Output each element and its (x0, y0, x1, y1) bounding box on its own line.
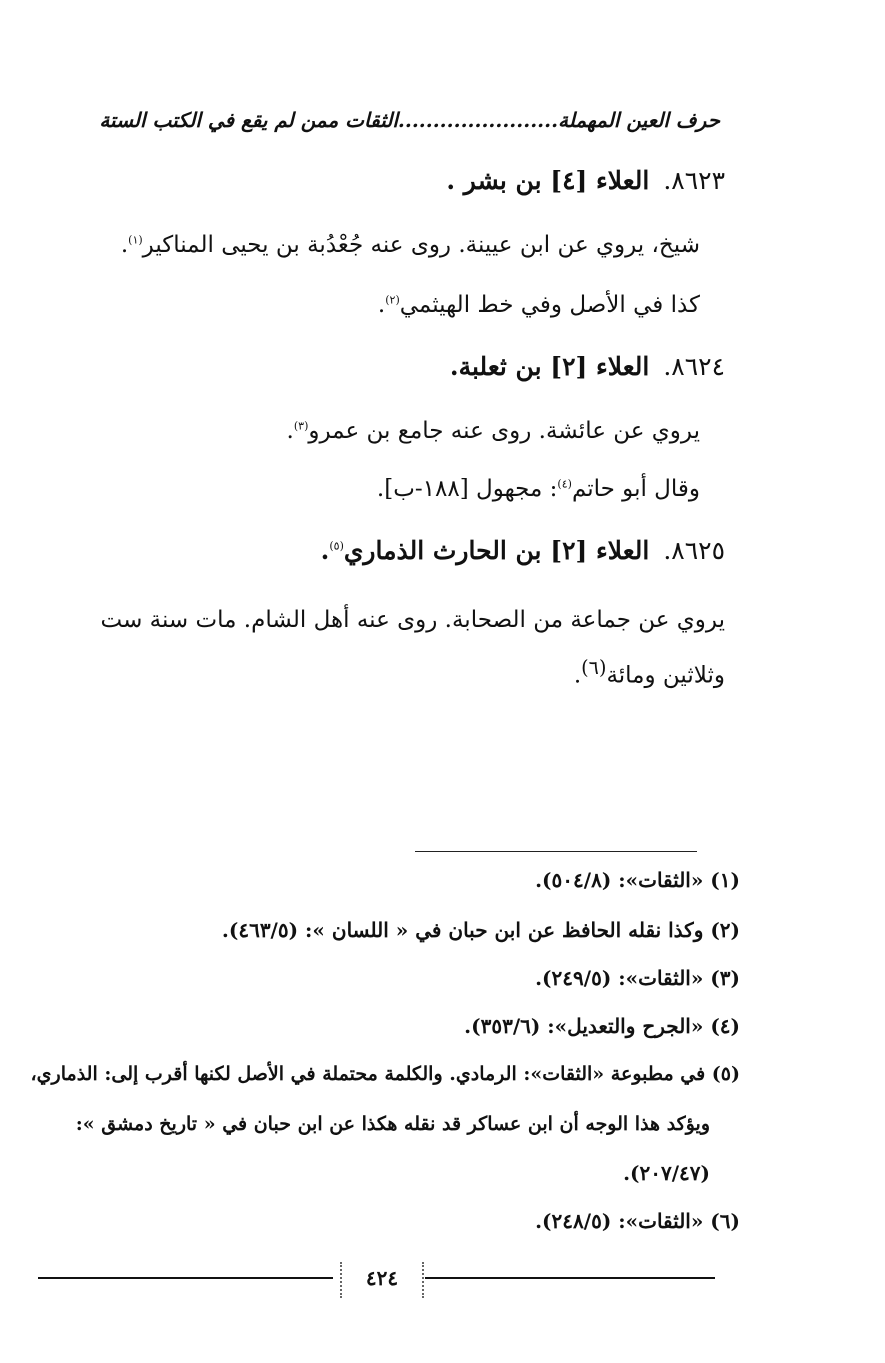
footnote-ref[interactable]: (١) (128, 233, 143, 247)
line-end: . (286, 418, 294, 444)
entry-heading-8623 (446, 166, 725, 195)
footnote-ref[interactable]: (٤) (557, 477, 572, 491)
entry-text-line (121, 232, 700, 258)
footnote-4: (٤) «الجرح والتعديل»: (٣٥٣/٦). (464, 1014, 740, 1038)
entry-text-line (378, 292, 700, 318)
line-text: شيخ، يروي عن ابن عيينة. روى عنه جُعْدُبة بن يحيى المناكير (142, 232, 700, 258)
title-end: . (320, 536, 330, 565)
running-head: حرف العين المهملة.......................الثقات ممن لم يقع في الكتب الستة (99, 108, 720, 132)
entry-number: ٨٦٢٤. (663, 352, 725, 381)
footnote-separator (415, 851, 697, 852)
footnote-ref[interactable]: (٦) (581, 656, 607, 679)
entry-text-line (377, 476, 700, 502)
entry-number: ٨٦٢٣. (663, 166, 725, 195)
footnote-1: (١) «الثقات»: (٥٠٤/٨). (535, 868, 740, 892)
line-end: . (377, 292, 386, 318)
entry-heading-8624 (450, 352, 725, 381)
footnote-5: (٥) في مطبوعة «الثقات»: الرمادي. والكلمة محتملة في الأصل لكنها أقرب إلى: الذماري، (30, 1063, 740, 1085)
entry-text-line (287, 418, 700, 444)
page-number: ٤٢٤ (340, 1262, 424, 1298)
footnote-ref[interactable]: (٣) (293, 419, 309, 433)
footnote-6: (٦) «الثقات»: (٢٤٨/٥). (535, 1209, 740, 1233)
entry-title: العلاء [٢] بن ثعلبة. (449, 352, 650, 381)
footnote-3: (٣) «الثقات»: (٢٤٩/٥). (535, 966, 740, 990)
paragraph-end: . (573, 662, 582, 689)
footer-rule (38, 1277, 333, 1279)
entry-heading-8625 (321, 536, 725, 565)
line-end: . (120, 232, 129, 258)
footer-rule (425, 1277, 715, 1279)
line-end: : مجهول [١٨٨-ب]. (376, 476, 558, 502)
footnote-5-continued: ويؤكد هذا الوجه أن ابن عساكر قد نقله هكذا عن ابن حبان في « تاريخ دمشق »: (75, 1113, 710, 1135)
footnote-ref[interactable]: (٥) (329, 539, 344, 553)
line-text: يروي عن عائشة. روى عنه جامع بن عمرو (308, 418, 700, 444)
line-text: وقال أبو حاتم (571, 476, 700, 502)
entry-paragraph (40, 596, 725, 700)
entry-title: العلاء [٤] بن بشر . (446, 166, 650, 195)
footnote-2: (٢) وكذا نقله الحافظ عن ابن حبان في « اللسان »: (٤٦٣/٥). (221, 918, 740, 942)
line-text: كذا في الأصل وفي خط الهيثمي (399, 292, 700, 318)
paragraph-text: يروي عن جماعة من الصحابة. روى عنه أهل الشام. مات سنة ست وثلاثين ومائة (100, 607, 725, 689)
entry-number: ٨٦٢٥. (663, 536, 725, 565)
footnote-ref[interactable]: (٢) (385, 293, 400, 307)
entry-title: العلاء [٢] بن الحارث الذماري (343, 536, 650, 565)
footnote-5-continued: (٢٠٧/٤٧). (623, 1161, 710, 1185)
